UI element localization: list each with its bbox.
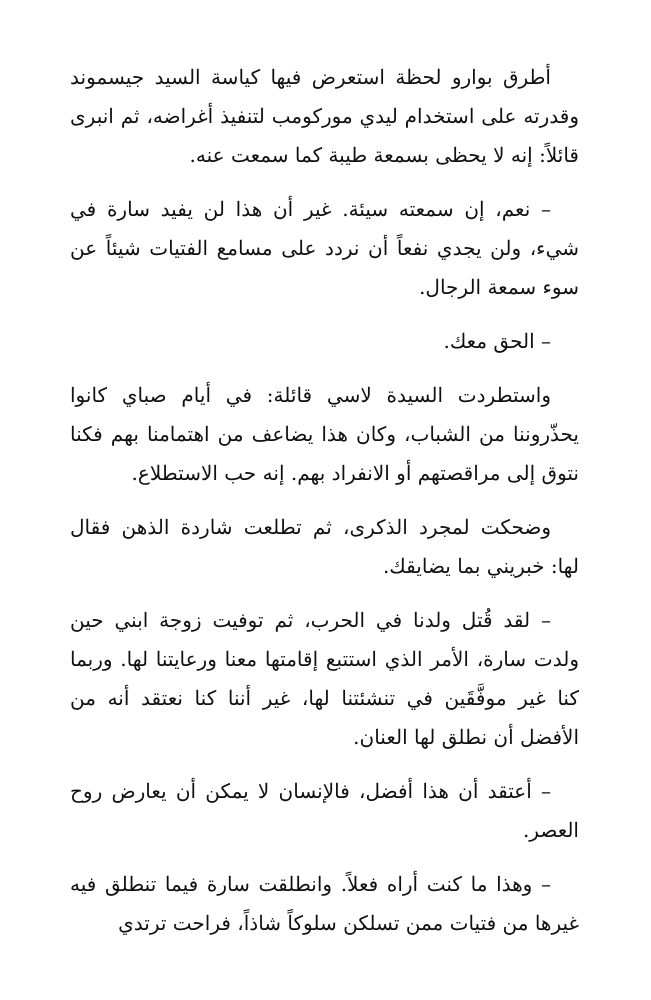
paragraph-8: – وهذا ما كنت أراه فعلاً. وانطلقت سارة فيما تنطلق فيه غيرها من فتيات ممن تسلكن سلوكاً شاذاً، فراحت ترتدي [70,872,579,935]
paragraph-6: – لقد قُتل ولدنا في الحرب، ثم توفيت زوجة ابني حين ولدت سارة، الأمر الذي استتبع إقامتها معنا ورعايتنا لها. وربما كنا غير موفَّقَين في تنشئتنا لها، غير أننا كنا نعتقد أنه من الأفضل أن نطلق لها العنان. [70,608,579,749]
book-page [70,58,579,1000]
paragraph-1: أطرق بوارو لحظة استعرض فيها كياسة السيد جيسموند وقدرته على استخدام ليدي موركومب لتنفيذ أغراضه، ثم انبرى قائلاً: إنه لا يحظى بسمعة طيبة كما سمعت عنه. [70,65,579,167]
paragraph-3: – الحق معك. [443,329,551,353]
paragraph-7: – أعتقد أن هذا أفضل، فالإنسان لا يمكن أن يعارض روح العصر. [70,779,579,842]
paragraph-5: وضحكت لمجرد الذكرى، ثم تطلعت شاردة الذهن فقال لها: خبريني بما يضايقك. [70,515,579,578]
paragraph-4: واستطردت السيدة لاسي قائلة: في أيام صباي كانوا يحذّروننا من الشباب، وكان هذا يضاعف من اهتمامنا بهم فكنا نتوق إلى مراقصتهم أو الانفراد بهم. إنه حب الاستطلاع. [70,383,579,485]
paragraph-2: – نعم، إن سمعته سيئة. غير أن هذا لن يفيد سارة في شيء، ولن يجدي نفعاً أن نردد على مسامع الفتيات شيئاً عن سوء سمعة الرجال. [70,197,579,299]
